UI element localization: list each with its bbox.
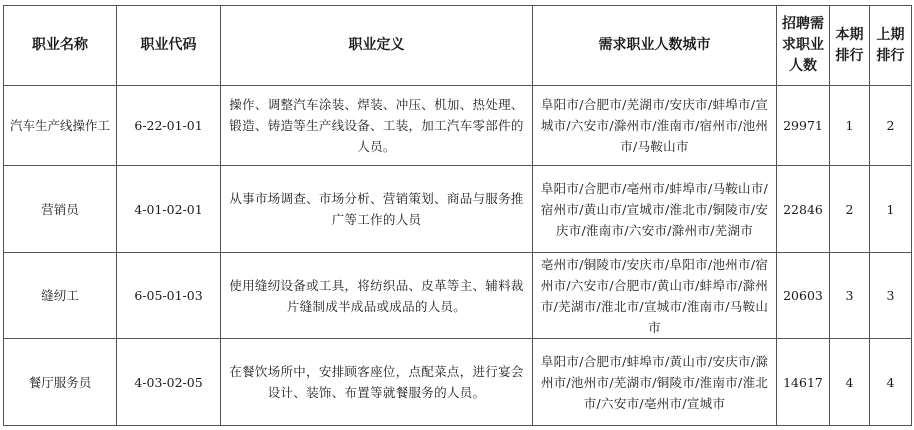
occupation-demand-table — [3, 5, 912, 426]
rank-previous: 3 — [870, 253, 912, 339]
table-row — [4, 166, 912, 253]
rank-previous: 2 — [870, 86, 912, 166]
demand-cities: 亳州市/铜陵市/安庆市/阜阳市/池州市/宿州市/六安市/合肥市/黄山市/蚌埠市/滁州市/芜湖市/淮北市/宣城市/淮南市/马鞍山市 — [533, 253, 777, 339]
header-rank-previous: 上期排行 — [870, 6, 912, 86]
header-occupation-code: 职业代码 — [117, 6, 221, 86]
occupation-code: 6-22-01-01 — [117, 86, 221, 166]
header-row — [4, 6, 912, 86]
header-occupation-definition: 职业定义 — [221, 6, 533, 86]
demand-count: 29971 — [777, 86, 830, 166]
header-occupation-name: 职业名称 — [4, 6, 117, 86]
occupation-definition: 在餐饮场所中，安排顾客座位，点配菜点，进行宴会设计、装饰、布置等就餐服务的人员。 — [221, 339, 533, 426]
occupation-name: 缝纫工 — [4, 253, 117, 339]
occupation-code: 6-05-01-03 — [117, 253, 221, 339]
occupation-code: 4-03-02-05 — [117, 339, 221, 426]
occupation-definition: 使用缝纫设备或工具，将纺织品、皮革等主、辅料裁片缝制成半成品或成品的人员。 — [221, 253, 533, 339]
demand-count: 14617 — [777, 339, 830, 426]
demand-count: 22846 — [777, 166, 830, 253]
demand-cities: 阜阳市/合肥市/蚌埠市/黄山市/安庆市/滁州市/池州市/芜湖市/铜陵市/淮南市/淮北市/六安市/亳州市/宣城市 — [533, 339, 777, 426]
occupation-code: 4-01-02-01 — [117, 166, 221, 253]
occupation-name: 营销员 — [4, 166, 117, 253]
occupation-definition: 操作、调整汽车涂装、焊装、冲压、机加、热处理、锻造、铸造等生产线设备、工装，加工汽车零部件的人员。 — [221, 86, 533, 166]
rank-current: 4 — [830, 339, 870, 426]
occupation-name: 汽车生产线操作工 — [4, 86, 117, 166]
demand-cities: 阜阳市/合肥市/芜湖市/安庆市/蚌埠市/宣城市/六安市/滁州市/淮南市/宿州市/池州市/马鞍山市 — [533, 86, 777, 166]
header-demand-cities: 需求职业人数城市 — [533, 6, 777, 86]
table-row — [4, 86, 912, 166]
demand-cities: 阜阳市/合肥市/亳州市/蚌埠市/马鞍山市/宿州市/黄山市/宣城市/淮北市/铜陵市/安庆市/淮南市/六安市/滁州市/芜湖市 — [533, 166, 777, 253]
table-row — [4, 339, 912, 426]
rank-previous: 4 — [870, 339, 912, 426]
rank-current: 3 — [830, 253, 870, 339]
rank-previous: 1 — [870, 166, 912, 253]
header-demand-count: 招聘需求职业人数 — [777, 6, 830, 86]
rank-current: 1 — [830, 86, 870, 166]
occupation-name: 餐厅服务员 — [4, 339, 117, 426]
header-rank-current: 本期排行 — [830, 6, 870, 86]
occupation-definition: 从事市场调查、市场分析、营销策划、商品与服务推广等工作的人员 — [221, 166, 533, 253]
table-row — [4, 253, 912, 339]
rank-current: 2 — [830, 166, 870, 253]
demand-count: 20603 — [777, 253, 830, 339]
